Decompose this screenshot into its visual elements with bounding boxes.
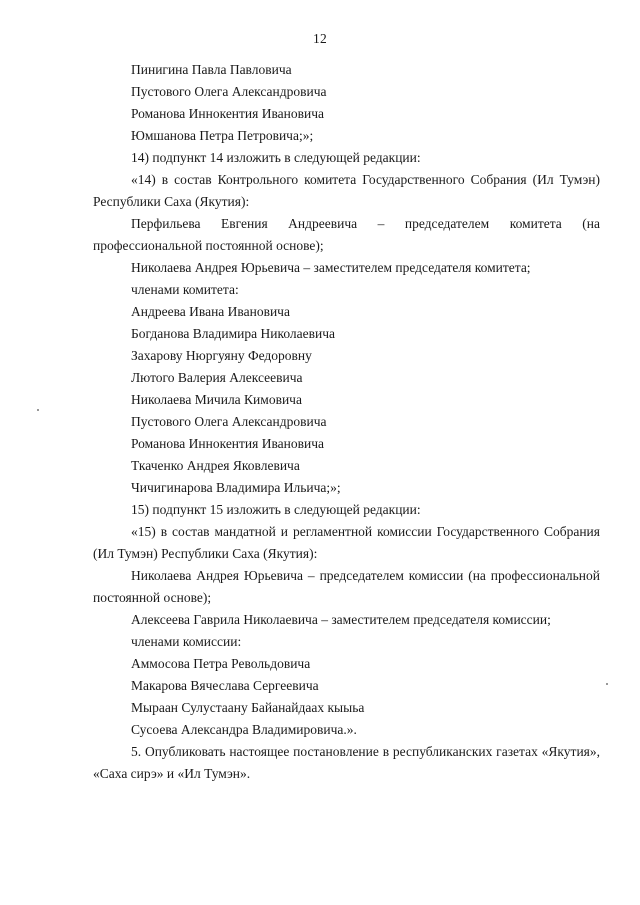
- member-name: Николаева Мичила Кимовича: [131, 392, 302, 407]
- member-name: Чичигинарова Владимира Ильича;»;: [131, 480, 341, 495]
- page-number: 12: [313, 31, 327, 46]
- member-name: Аммосова Петра Револьдовича: [131, 656, 311, 671]
- scan-speck: [37, 409, 39, 411]
- text-line: Пинигина Павла Павловича: [131, 62, 292, 77]
- text-line: Пустового Олега Александровича: [131, 84, 327, 99]
- text-line: Романова Иннокентия Ивановича: [131, 106, 325, 121]
- committee-heading: «14) в состав Контрольного комитета Государственного Собрания (Ил Тумэн) Республики Саха (Якутия):: [93, 172, 600, 209]
- member-name: Богданова Владимира Николаевича: [131, 326, 335, 341]
- document-body: [93, 59, 600, 785]
- deputy-line: Николаева Андрея Юрьевича – заместителем председателя комитета;: [131, 260, 531, 275]
- member-name: Ткаченко Андрея Яковлевича: [131, 458, 300, 473]
- subclause-heading: 14) подпункт 14 изложить в следующей редакции:: [131, 150, 421, 165]
- publication-clause: 5. Опубликовать настоящее постановление в республиканских газетах «Якутия», «Саха сирэ» и «Ил Тумэн».: [93, 744, 600, 781]
- chair-paragraph: Перфильева Евгения Андреевича – председателем комитета (на профессиональной постоянной основе);: [93, 216, 600, 253]
- member-name: Макарова Вячеслава Сергеевича: [131, 678, 319, 693]
- scan-speck: [606, 683, 608, 685]
- commission-heading: «15) в состав мандатной и регламентной комиссии Государственного Собрания (Ил Тумэн) Республики Саха (Якутия):: [93, 524, 600, 561]
- member-name: Романова Иннокентия Ивановича: [131, 436, 325, 451]
- member-name: Лютого Валерия Алексеевича: [131, 370, 303, 385]
- members-label: членами комиссии:: [131, 634, 242, 649]
- member-name: Мыраан Сулустаану Байанайдаах кыыьа: [131, 700, 365, 715]
- member-name: Андреева Ивана Ивановича: [131, 304, 290, 319]
- members-label: членами комитета:: [131, 282, 239, 297]
- member-name: Пустового Олега Александровича: [131, 414, 327, 429]
- subclause-heading: 15) подпункт 15 изложить в следующей редакции:: [131, 502, 421, 517]
- text-line: Юмшанова Петра Петровича;»;: [131, 128, 314, 143]
- member-name: Захарову Нюргуяну Федоровну: [131, 348, 312, 363]
- deputy-line: Алексеева Гаврила Николаевича – заместителем председателя комиссии;: [131, 612, 551, 627]
- member-name: Сусоева Александра Владимировича.».: [131, 722, 357, 737]
- chair-paragraph: Николаева Андрея Юрьевича – председателем комиссии (на профессиональной постоянной основе);: [93, 568, 600, 605]
